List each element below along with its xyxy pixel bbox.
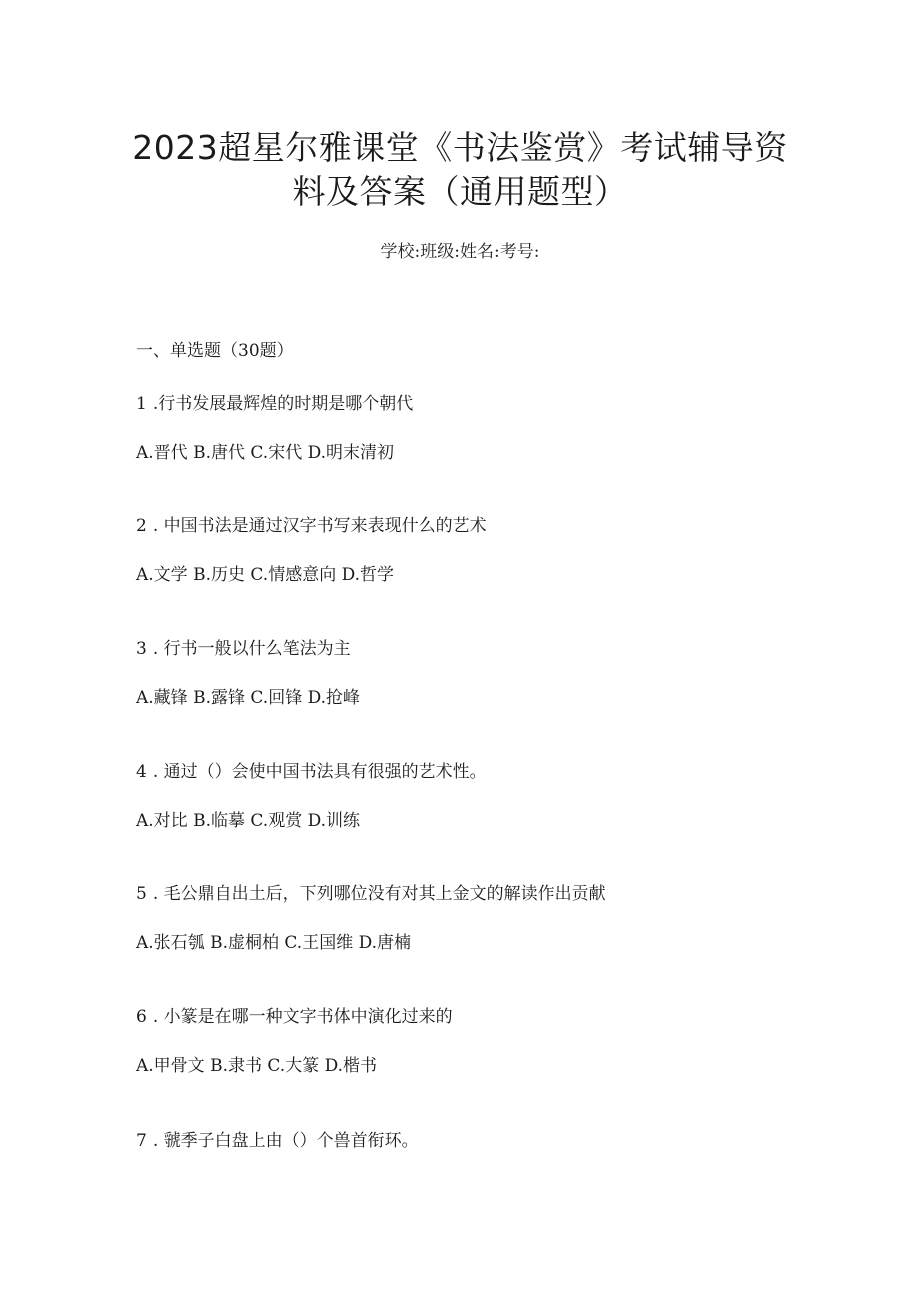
question-number: 7 (136, 1131, 147, 1151)
question-5 (136, 881, 786, 953)
question-3 (136, 636, 786, 708)
question-6 (136, 1004, 786, 1076)
question-4 (136, 759, 786, 831)
question-number: 2 (136, 516, 147, 536)
question-text (136, 759, 786, 785)
question-number: 4 (136, 762, 147, 782)
question-options: A.对比 B.临摹 C.观赏 D.训练 (136, 811, 361, 831)
question-text (136, 513, 786, 539)
question-text (136, 1128, 786, 1154)
question-7 (136, 1128, 786, 1154)
question-stem: .行书发展最辉煌的时期是哪个朝代 (152, 394, 414, 414)
question-stem: . 中国书法是通过汉字书写来表现什么的艺术 (152, 516, 487, 536)
question-options: A.晋代 B.唐代 C.宋代 D.明末清初 (136, 443, 395, 463)
title-line-1: 2023超星尔雅课堂《书法鉴赏》考试辅导资 (132, 128, 788, 167)
question-2 (136, 513, 786, 585)
question-number: 6 (136, 1007, 147, 1027)
question-number: 5 (136, 884, 147, 904)
question-stem: . 行书一般以什么笔法为主 (152, 639, 351, 659)
question-stem: . 小篆是在哪一种文字书体中演化过来的 (152, 1007, 453, 1027)
question-number: 3 (136, 639, 147, 659)
question-options: A.张石瓠 B.虚桐柏 C.王国维 D.唐楠 (136, 933, 412, 953)
question-options: A.藏锋 B.露锋 C.回锋 D.抢峰 (136, 688, 361, 708)
question-number: 1 (136, 394, 147, 414)
question-options: A.甲骨文 B.隶书 C.大篆 D.楷书 (136, 1056, 378, 1076)
question-text (136, 636, 786, 662)
section-heading: 一、单选题（30题） (136, 341, 294, 361)
question-stem: . 毛公鼎自出土后，下列哪位没有对其上金文的解读作出贡献 (152, 884, 606, 904)
question-stem: . 虢季子白盘上由（）个兽首衔环。 (152, 1131, 419, 1151)
question-1 (136, 391, 786, 463)
title-line-2: 料及答案（通用题型） (292, 172, 628, 211)
school-info-line: 学校:班级:姓名:考号: (380, 242, 540, 262)
question-stem: . 通过（）会使中国书法具有很强的艺术性。 (152, 762, 487, 782)
question-options: A.文学 B.历史 C.情感意向 D.哲学 (136, 565, 395, 585)
question-text (136, 1004, 786, 1030)
question-text (136, 391, 786, 417)
question-text (136, 881, 786, 907)
document-title (120, 126, 800, 214)
